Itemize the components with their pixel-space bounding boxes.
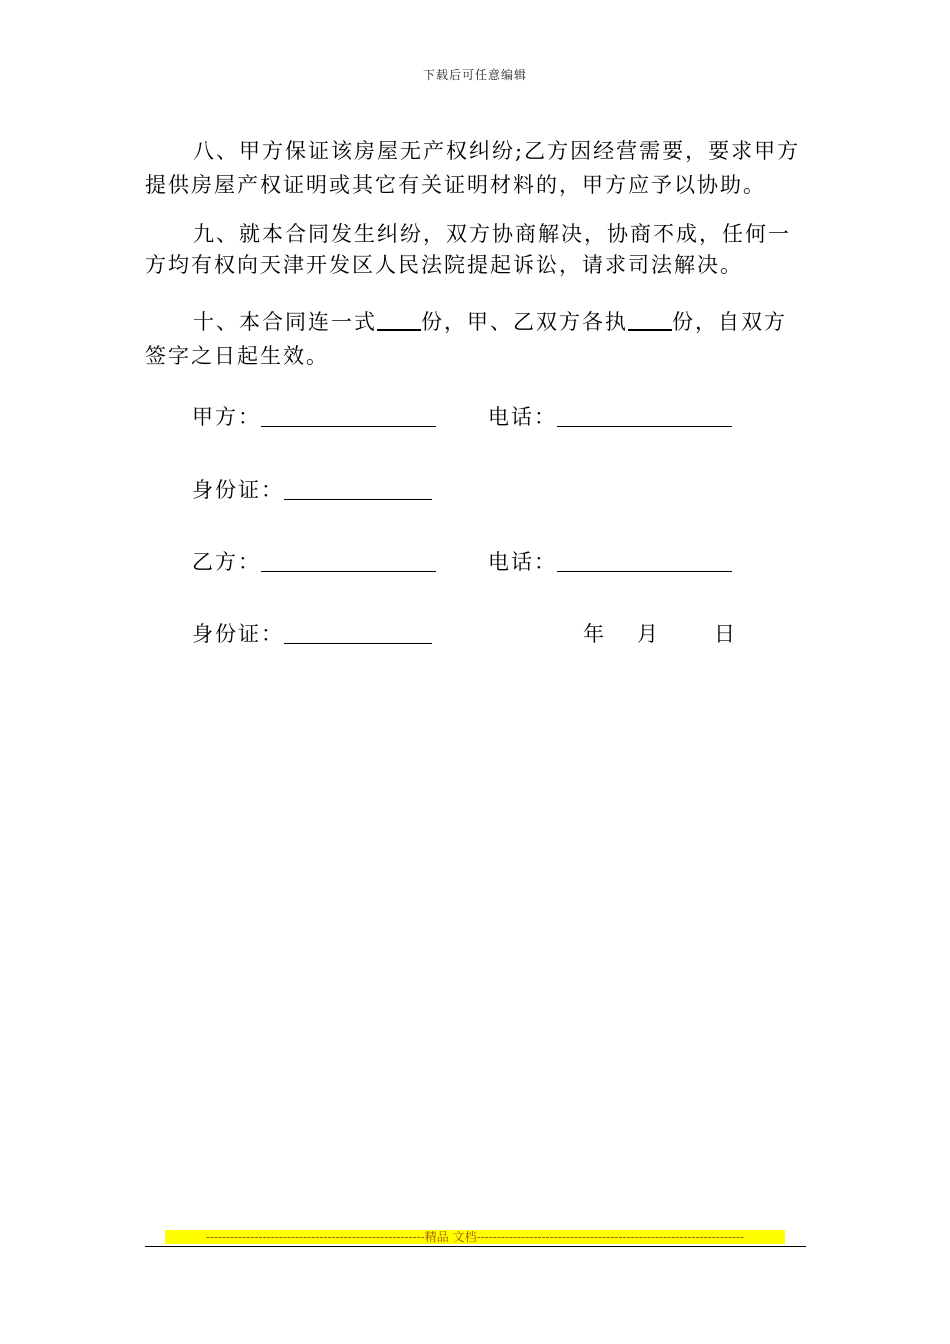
party-b-blank [261,551,436,572]
date-month-label: 月 [637,622,660,646]
clause-ten-part2: 份，甲、乙双方各执 [421,310,628,334]
clause-ten [145,305,805,373]
clause-nine: 九、就本合同发生纠纷，双方协商解决，协商不成，任何一方均有权向天津开发区人民法院提起诉讼，请求司法解决。 [145,222,791,277]
copies-total-blank [377,307,421,331]
party-b-id-label: 身份证： [192,622,284,646]
party-a-field [192,401,436,431]
header-note: 下载后可任意编辑 [422,68,527,82]
party-b-label: 乙方： [192,550,261,574]
party-a-phone-blank [557,406,732,427]
party-b-id-field [192,618,432,648]
clause-ten-part1: 十、本合同连一式 [193,310,377,334]
party-b-field [192,546,436,576]
party-b-phone-blank [557,551,732,572]
party-b-id-blank [284,623,432,644]
party-b-phone-label: 电话： [488,550,557,574]
party-a-label: 甲方： [192,405,261,429]
party-a-phone-label: 电话： [488,405,557,429]
party-a-id-label: 身份证： [192,478,284,502]
party-a-id-blank [284,479,432,500]
footer-band: ------------------------------------------------------精品 文档------------------------------------------------------------------ [165,1230,785,1244]
party-a-id-field [192,474,432,504]
copies-each-blank [628,307,672,331]
date-day-label: 日 [714,622,737,646]
party-b-phone-field [488,546,732,576]
clause-ten-part3: 份，自双方签字之日起生效。 [145,310,787,368]
footer-divider [145,1246,806,1247]
date-year-label: 年 [583,622,606,646]
clause-eight: 八、甲方保证该房屋无产权纠纷;乙方因经营需要，要求甲方提供房屋产权证明或其它有关证明材料的，甲方应予以协助。 [145,139,801,197]
party-a-blank [261,406,436,427]
party-a-phone-field [488,401,732,431]
